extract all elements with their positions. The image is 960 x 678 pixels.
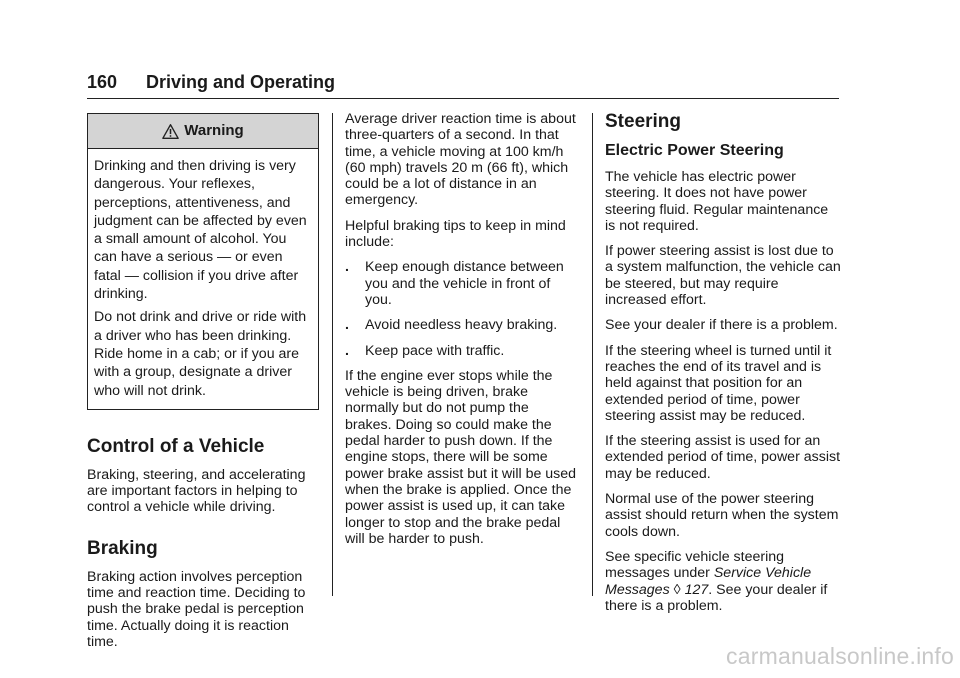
- bullet-text: Keep pace with traffic.: [365, 342, 505, 359]
- steering-paragraph: If the steering wheel is turned until it reaches the end of its travel and is held against that position for an extended period of time, power steering assist may be reduced.: [605, 342, 832, 424]
- page-header: [87, 70, 839, 99]
- warning-paragraph: Drinking and then driving is very dangerous. Your reflexes, perceptions, attentiveness, and judgment can be affected by even a small amount of alcohol. You can have a serious — or even fatal — collision if you drive after drinking.: [94, 158, 307, 303]
- bullet-text: Avoid needless heavy braking.: [365, 317, 558, 334]
- column-left: [87, 113, 319, 659]
- bullet-marker: .: [345, 259, 349, 276]
- bullet-marker: .: [345, 317, 349, 334]
- page-number: 160: [87, 72, 118, 92]
- braking-paragraph: If the engine ever stops while the vehicle is being driven, brake normally but do not pump the brakes. Doing so could make the pedal harder to push down. If the engine stops, there will be some power brake assist but it will be used when the brake is applied. Once the power assist is used up, it can take longer to stop and the brake pedal will be harder to push.: [345, 367, 577, 547]
- braking-paragraph: Braking action involves perception time and reaction time. Deciding to push the brake pedal is perception time. Actually doing it is reaction time.: [87, 568, 306, 650]
- column-divider: [592, 113, 593, 596]
- braking-paragraph: Helpful braking tips to keep in mind include:: [345, 217, 566, 251]
- steering-final-paragraph: [605, 549, 841, 614]
- steering-paragraph: See your dealer if there is a problem.: [605, 317, 838, 334]
- warning-header: [88, 114, 318, 149]
- column-divider: [332, 113, 333, 596]
- steering-paragraph: If power steering assist is lost due to a system malfunction, the vehicle can be steered, but may require increased effort.: [605, 243, 841, 309]
- bullet-item: [345, 343, 579, 359]
- steering-heading: Steering: [605, 111, 682, 132]
- column-right: [605, 111, 841, 623]
- warning-title: Warning: [184, 121, 244, 139]
- service-vehicle-messages-link[interactable]: Service Vehicle Messages: [605, 565, 812, 598]
- bullet-marker: .: [345, 342, 349, 359]
- steering-paragraph: Normal use of the power steering assist should return when the system cools down.: [605, 491, 839, 540]
- steering-paragraph: If the steering assist is used for an extended period of time, power assist may be reduced.: [605, 433, 841, 482]
- column-middle: [345, 111, 579, 556]
- watermark: carmanualsonline.info: [726, 643, 954, 669]
- bullet-text: Keep enough distance between you and the vehicle in front of you.: [365, 259, 564, 308]
- page-reference-icon: ◊: [673, 581, 681, 598]
- warning-box: [87, 113, 319, 410]
- warning-triangle-icon: [162, 123, 179, 140]
- bullet-item: [345, 317, 579, 333]
- steering-final-text: . See your dealer if there is a problem.: [605, 581, 828, 614]
- steering-paragraph: The vehicle has electric power steering. It does not have power steering fluid. Regular maintenance is not required.: [605, 169, 829, 234]
- bullet-item: [345, 259, 579, 308]
- steering-subheading: Electric Power Steering: [605, 142, 784, 159]
- section-title: Driving and Operating: [146, 72, 336, 92]
- braking-heading: Braking: [87, 537, 158, 559]
- control-heading: Control of a Vehicle: [87, 435, 265, 457]
- braking-paragraph: Average driver reaction time is about three-quarters of a second. In that time, a vehicle moving at 100 km/h (60 mph) travels 20 m (66 ft), which could be a lot of distance in an emergency.: [345, 111, 576, 209]
- steering-final-text: See specific vehicle steering messages under: [605, 548, 785, 582]
- warning-paragraph: Do not drink and drive or ride with a driver who has been drinking. Ride home in a cab; or if you are with a group, designate a driver who will not drink.: [94, 309, 307, 399]
- page-reference-number[interactable]: 127: [684, 581, 709, 598]
- warning-body: [88, 149, 318, 409]
- control-paragraph: Braking, steering, and accelerating are important factors in helping to control a vehicle while driving.: [87, 466, 306, 516]
